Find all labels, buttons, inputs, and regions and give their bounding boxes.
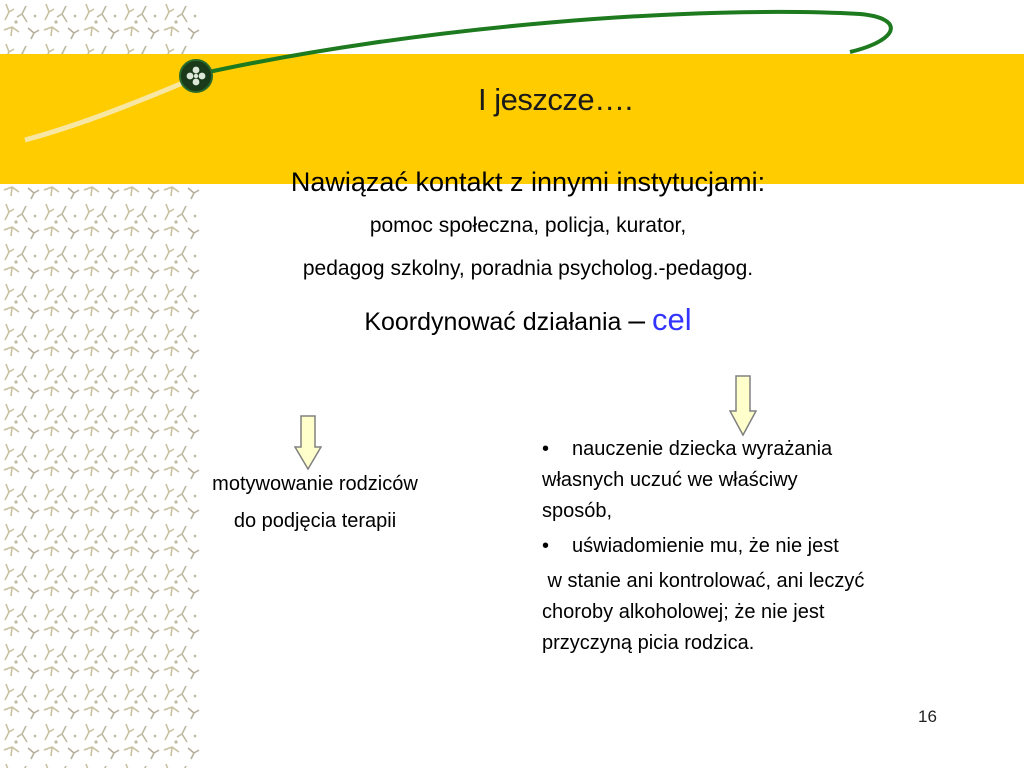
bullet-1-line-2: własnych uczuć we właściwy xyxy=(542,469,798,491)
left-text-line-2: do podjęcia terapii xyxy=(233,510,397,532)
bullet-2-text: uświadomienie mu, że nie jest xyxy=(572,535,839,557)
goal-dash: – xyxy=(628,304,646,337)
continuation-line-3: przyczyną picia rodzica. xyxy=(542,632,755,654)
continuation-line-2: choroby alkoholowej; że nie jest xyxy=(542,601,825,623)
right-bullet-list xyxy=(542,434,972,659)
heading: Nawiązać kontakt z innymi instytucjami: xyxy=(290,167,766,197)
slide-title: I jeszcze…. xyxy=(478,82,633,117)
bullet-marker: • xyxy=(542,535,550,557)
left-text-line-1: motywowanie rodziców xyxy=(212,473,418,495)
globe-bullet-icon xyxy=(178,58,214,94)
down-arrow-left xyxy=(294,415,322,471)
page-number: 16 xyxy=(918,707,937,726)
goal-line xyxy=(208,302,848,338)
institutions-line-1: pomoc społeczna, policja, kurator, xyxy=(369,214,687,237)
bullet-1-line-1: nauczenie dziecka wyrażania xyxy=(572,438,833,460)
continuation-line-1: w stanie ani kontrolować, ani leczyć xyxy=(542,570,865,592)
bullet-1-line-3: sposób, xyxy=(542,500,613,522)
goal-text: Koordynować działania xyxy=(364,308,622,336)
bullet-item-1 xyxy=(542,434,972,465)
institutions-line-2: pedagog szkolny, poradnia psycholog.-pedagog. xyxy=(302,257,754,280)
bullet-item-2 xyxy=(542,531,972,562)
down-arrow-right xyxy=(729,375,757,437)
goal-accent: cel xyxy=(652,302,692,337)
bullet-marker: • xyxy=(542,438,550,460)
